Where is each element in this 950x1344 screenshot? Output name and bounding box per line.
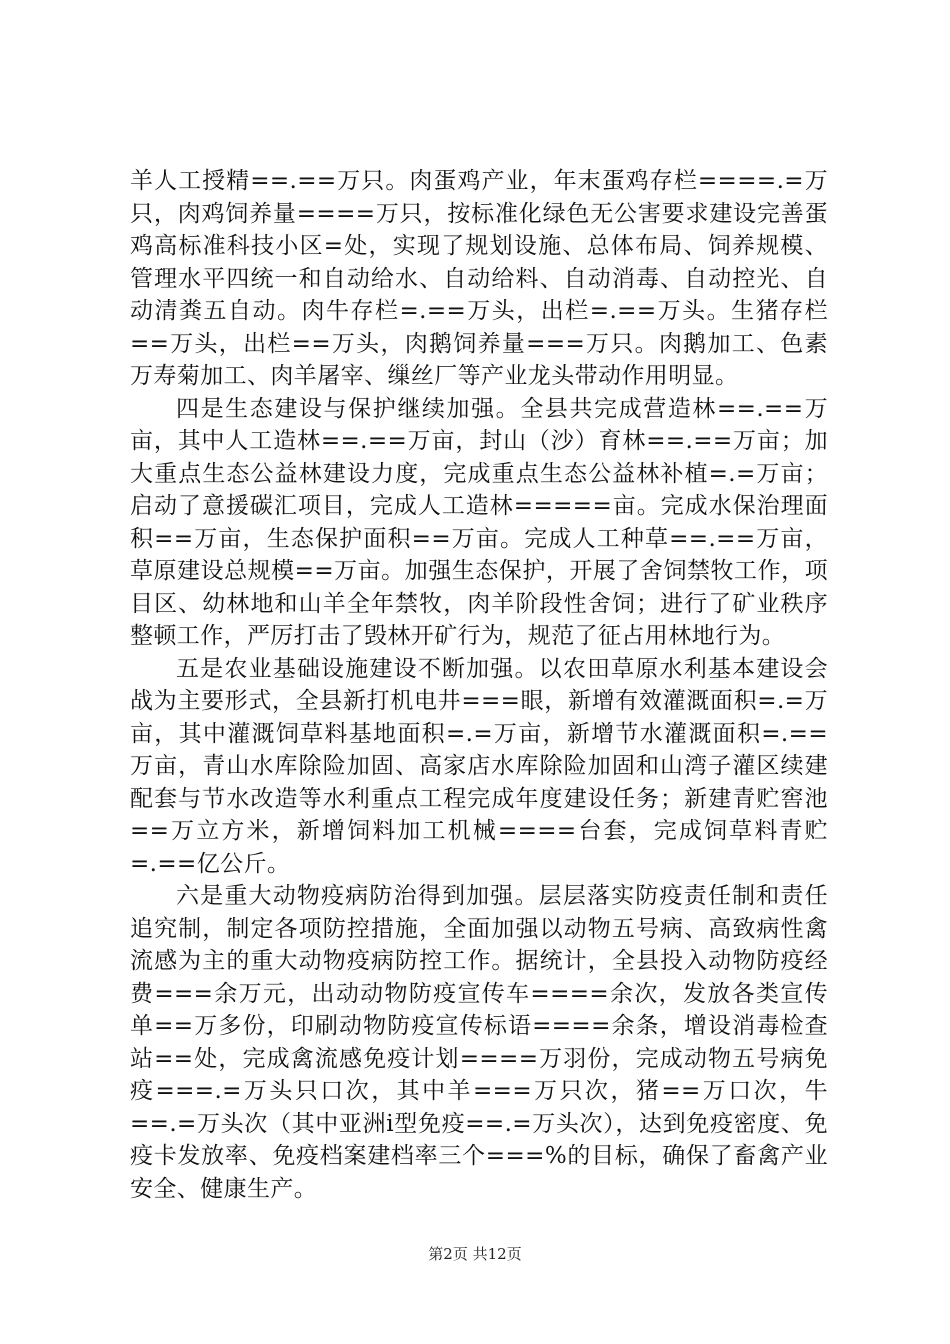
paragraph-ecology: 四是生态建设与保护继续加强。全县共完成营造林==.==万亩，其中人工造林==.==万亩，封山（沙）育林==.==万亩；加大重点生态公益林建设力度，完成重点生态公益林补植=.=万亩；启动了意援碳汇项目，完成人工造林=====亩。完成水保治理面积==万亩，生态保护面积==万亩。完成人工种草==.==万亩，草原建设总规模==万亩。加强生态保护，开展了舍饲禁牧工作，项目区、幼林地和山羊全年禁牧，肉羊阶段性舍饲；进行了矿业秩序整顿工作，严厉打击了毁林开矿行为，规范了征占用林地行为。 bbox=[130, 395, 828, 649]
page-number-footer: 第2页 共12页 bbox=[428, 1245, 522, 1263]
document-body bbox=[130, 165, 828, 1205]
paragraph-infrastructure: 五是农业基础设施建设不断加强。以农田草原水利基本建设会战为主要形式，全县新打机电井===眼，新增有效灌溉面积=.=万亩，其中灌溉饲草料基地面积=.=万亩，新增节水灌溉面积=.==万亩，青山水库除险加固、高家店水库除险加固和山湾子灌区续建配套与节水改造等水利重点工程完成年度建设任务；新建青贮窖池==万立方米，新增饲料加工机械====台套，完成饲草料青贮=.==亿公斤。 bbox=[130, 655, 828, 877]
paragraph-epidemic-control: 六是重大动物疫病防治得到加强。层层落实防疫责任制和责任追究制，制定各项防控措施，全面加强以动物五号病、高致病性禽流感为主的重大动物疫病防控工作。据统计，全县投入动物防疫经费===余万元，出动动物防疫宣传车====余次，发放各类宣传单==万多份，印刷动物防疫宣传标语====余条，增设消毒检查站==处，完成禽流感免疫计划====万羽份，完成动物五号病免疫===.=万头只口次，其中羊===万只次，猪==万口次，牛==.=万头次（其中亚洲ⅰ型免疫==.=万头次），达到免疫密度、免疫卡发放率、免疫档案建档率三个===%的目标，确保了畜禽产业安全、健康生产。 bbox=[130, 883, 828, 1202]
paragraph-continuation: 羊人工授精==.==万只。肉蛋鸡产业，年末蛋鸡存栏====.=万只，肉鸡饲养量====万只，按标准化绿色无公害要求建设完善蛋鸡高标准科技小区=处，实现了规划设施、总体布局、饲养规模、管理水平四统一和自动给水、自动给料、自动消毒、自动控光、自动清粪五自动。肉牛存栏=.==万头，出栏=.==万头。生猪存栏==万头，出栏==万头，肉鹅饲养量===万只。肉鹅加工、色素万寿菊加工、肉羊屠宰、缫丝厂等产业龙头带动作用明显。 bbox=[130, 168, 828, 389]
